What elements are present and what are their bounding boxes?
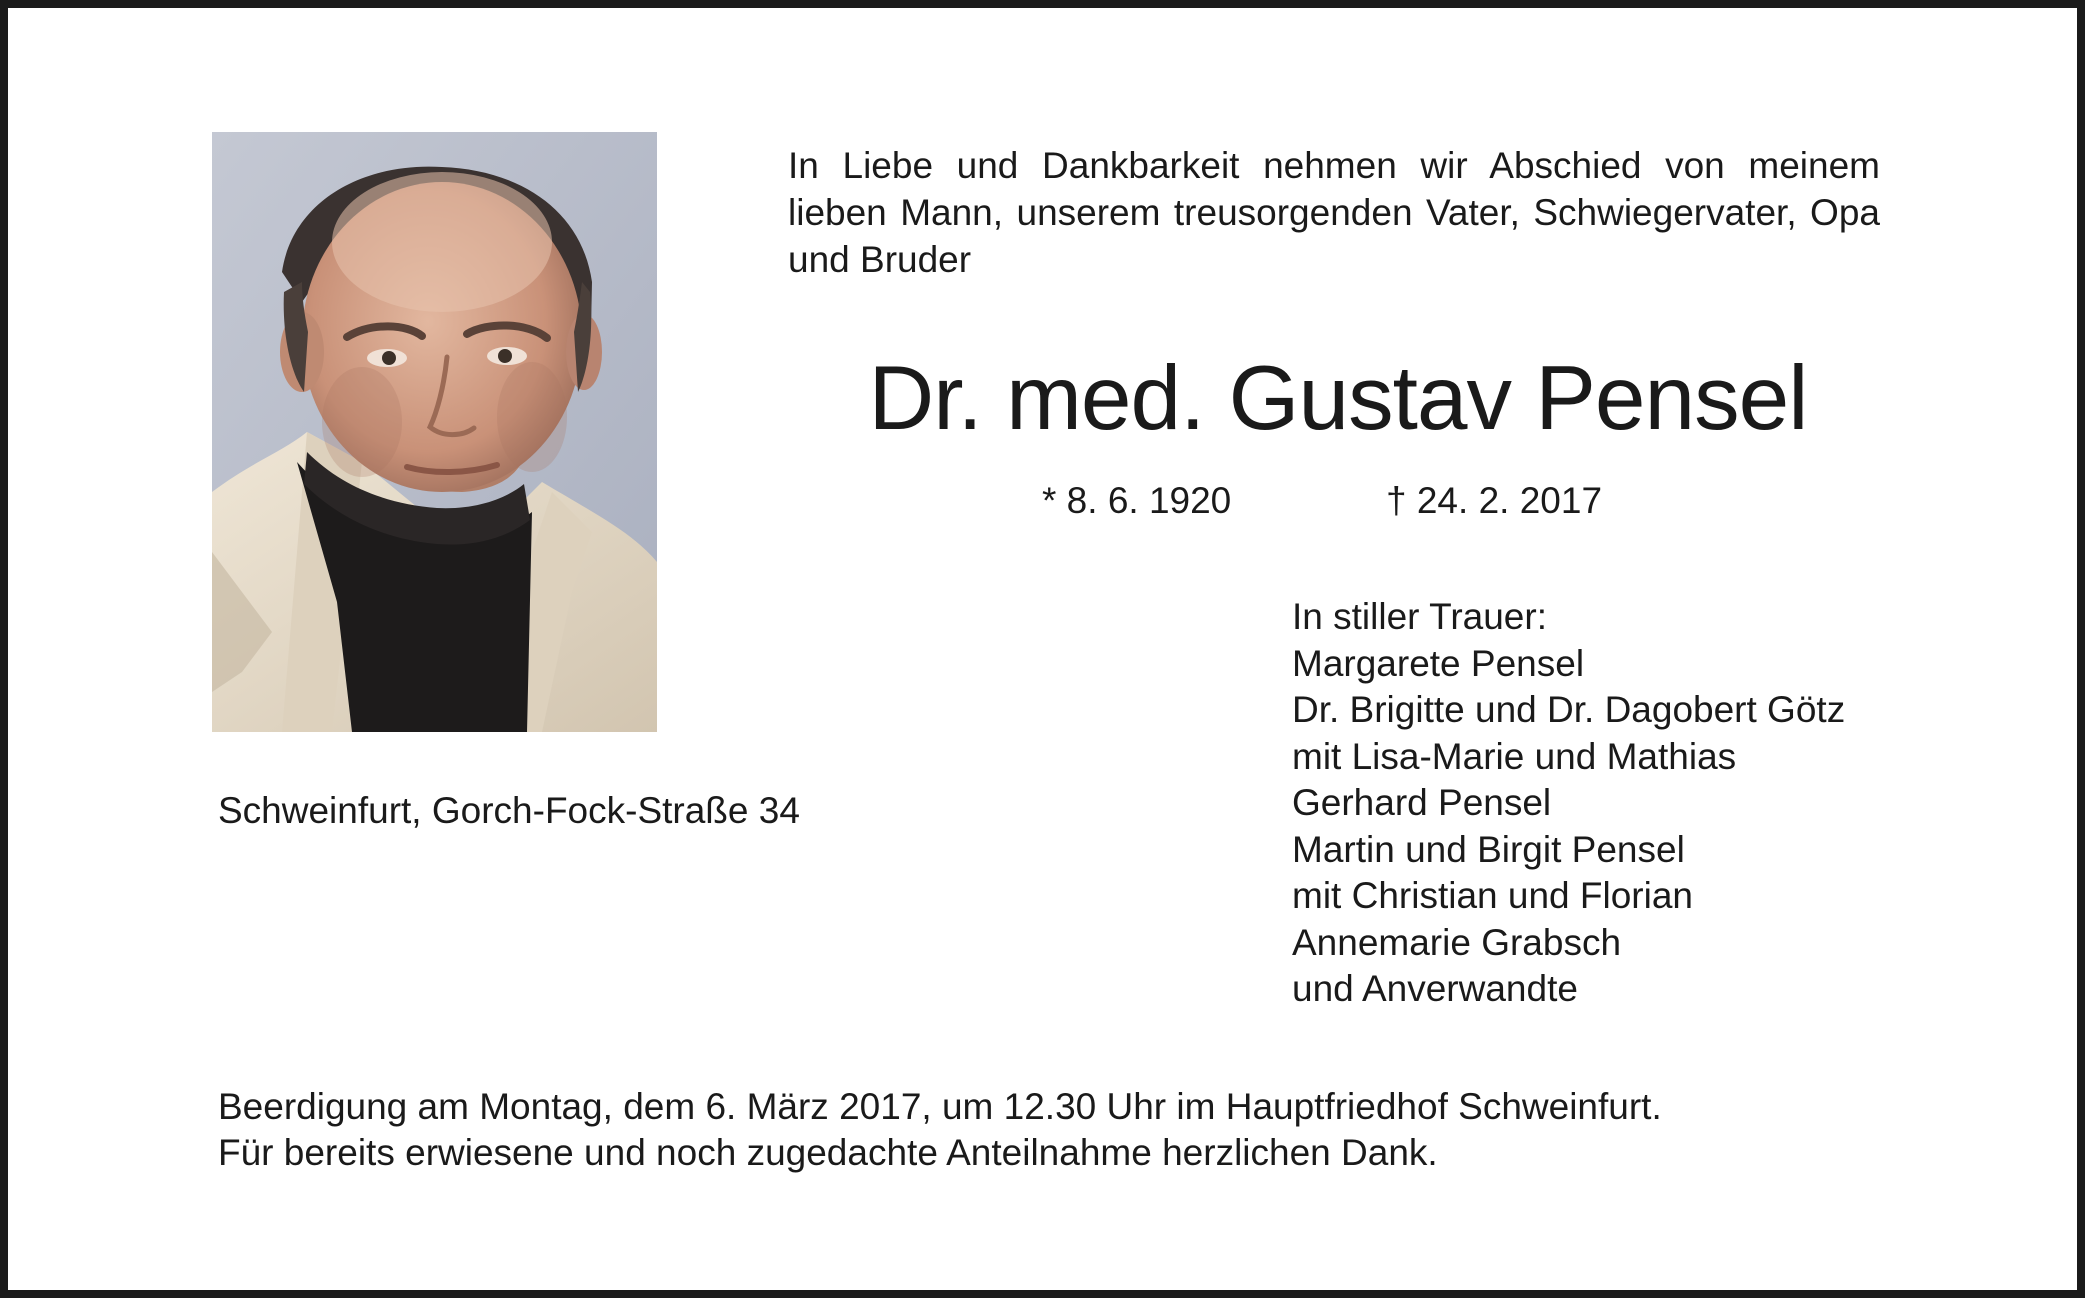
intro-text: In Liebe und Dankbarkeit nehmen wir Abschied von meinem lieben Mann, unserem treusorgenden Vater, Schwiegervater, Opa und Bruder <box>788 145 1880 280</box>
mourners-list <box>1292 594 1845 1013</box>
birth-date: * 8. 6. 1920 <box>1042 480 1232 521</box>
mourner-entry: und Anverwandte <box>1292 968 1578 1009</box>
border-mark <box>8 184 16 186</box>
mourner-entry: mit Christian und Florian <box>1292 875 1693 916</box>
mourner-entry: mit Lisa-Marie und Mathias <box>1292 735 1737 777</box>
funeral-details <box>218 1084 1662 1176</box>
border-mark <box>8 640 16 642</box>
death-date: † 24. 2. 2017 <box>1386 480 1603 521</box>
mourner-entry: Margarete Pensel <box>1292 642 1585 684</box>
portrait-illustration <box>212 132 657 732</box>
border-mark <box>8 280 16 282</box>
mourner-entry: Dr. Brigitte und Dr. Dagobert Götz <box>1292 689 1846 730</box>
funeral-line: Beerdigung am Montag, dem 6. März 2017, um 12.30 Uhr im Hauptfriedhof Schweinfurt. <box>218 1086 1662 1127</box>
mourner-address: Schweinfurt, Gorch-Fock-Straße 34 <box>218 790 800 831</box>
mourner-entry: Martin und Birgit Pensel <box>1292 828 1685 870</box>
mourner-entry: Annemarie Grabsch <box>1292 921 1622 963</box>
mourner-entry: Gerhard Pensel <box>1292 782 1552 823</box>
mourners-heading: In stiller Trauer: <box>1292 596 1547 637</box>
portrait-photo <box>212 132 657 732</box>
thanks-line: Für bereits erwiesene und noch zugedachte Anteilnahme herzlichen Dank. <box>218 1132 1438 1173</box>
border-mark <box>8 398 16 400</box>
border-mark <box>8 916 16 918</box>
deceased-name: Dr. med. Gustav Pensel <box>868 348 1808 449</box>
border-mark <box>8 116 16 118</box>
